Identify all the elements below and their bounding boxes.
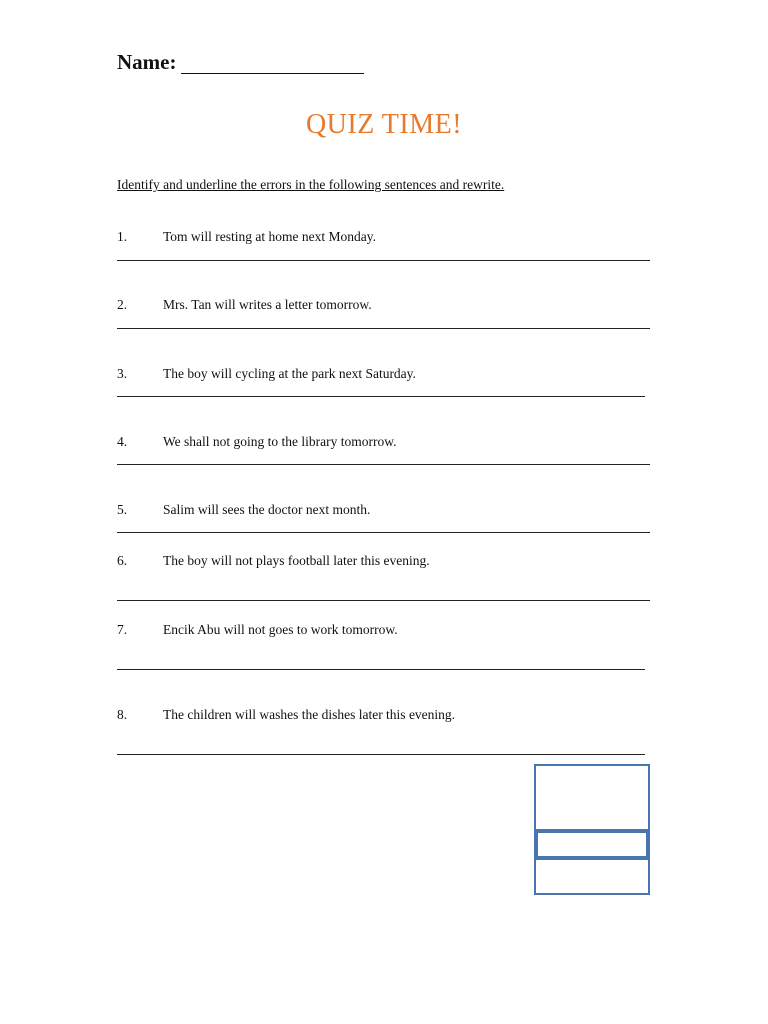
answer-line-1[interactable] [117,260,650,261]
question-3-number: 3. [117,366,128,381]
answer-line-7[interactable] [117,669,645,670]
answer-line-2[interactable] [117,328,650,329]
question-1-text: Tom will resting at home next Monday. [163,229,377,244]
question-5-number: 5. [117,502,128,517]
answer-line-6[interactable] [117,600,650,601]
question-6-number: 6. [117,553,128,568]
question-4-number: 4. [117,434,128,449]
question-6-text: The boy will not plays football later this evening. [163,553,430,568]
name-label: Name: [117,50,177,74]
name-field[interactable] [181,73,364,74]
answer-line-3[interactable] [117,396,645,397]
instructions: Identify and underline the errors in the following sentences and rewrite. [117,177,505,192]
score-box-divider [534,829,650,860]
answer-line-4[interactable] [117,464,650,465]
question-1-number: 1. [117,229,128,244]
question-8-text: The children will washes the dishes later this evening. [163,707,456,722]
question-7-text: Encik Abu will not goes to work tomorrow. [163,622,398,637]
question-8-number: 8. [117,707,128,722]
question-2-number: 2. [117,297,128,312]
answer-line-8[interactable] [117,754,645,755]
question-5-text: Salim will sees the doctor next month. [163,502,371,517]
question-2-text: Mrs. Tan will writes a letter tomorrow. [163,297,372,312]
question-3-text: The boy will cycling at the park next Saturday. [163,366,416,381]
page-title: QUIZ TIME! [305,109,463,140]
answer-line-5[interactable] [117,532,650,533]
question-7-number: 7. [117,622,128,637]
question-4-text: We shall not going to the library tomorrow. [163,434,397,449]
